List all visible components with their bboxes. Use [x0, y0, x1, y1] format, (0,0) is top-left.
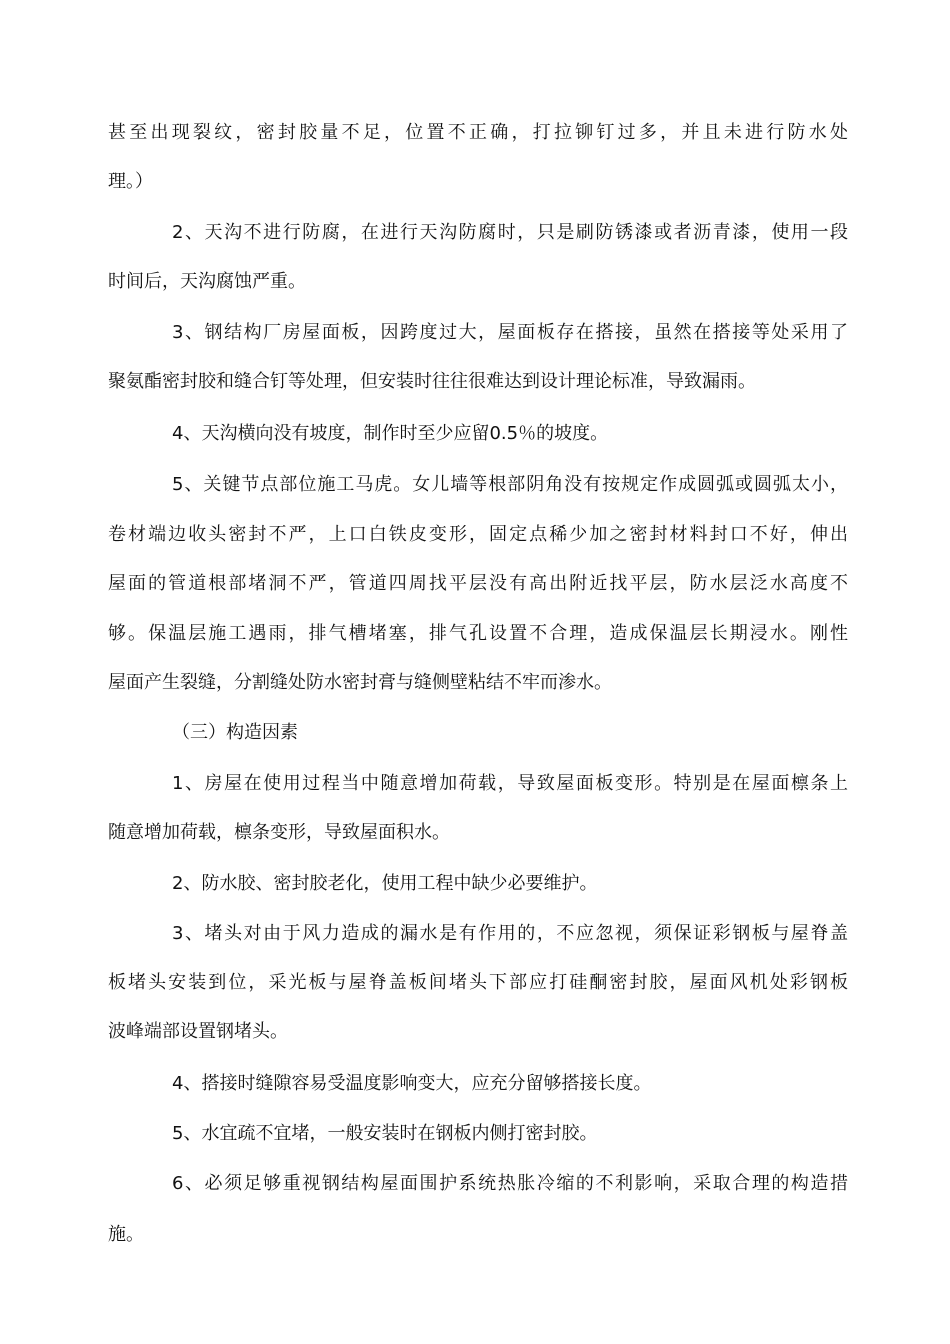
section-item-3-line-3: 波峰端部设置钢堵头。: [108, 1021, 288, 1042]
section-item-3-line-2: 板堵头安装到位，采光板与屋脊盖板间堵头下部应打硅酮密封胶，屋面风机处彩钢板: [108, 972, 851, 993]
section-item-2-line-1: 2、防水胶、密封胶老化，使用工程中缺少必要维护。: [172, 873, 598, 894]
section-item-1-line-2: 随意增加荷载，檩条变形，导致屋面积水。: [108, 822, 450, 843]
section-item-1-line-1: 1、房屋在使用过程当中随意增加荷载，导致屋面板变形。特别是在屋面檩条上: [172, 773, 850, 794]
section-item-6-line-1: 6、必须足够重视钢结构屋面围护系统热胀冷缩的不利影响，采取合理的构造措: [172, 1173, 850, 1194]
section-item-5-line-1: 5、水宜疏不宜堵，一般安装时在钢板内侧打密封胶。: [172, 1123, 598, 1144]
item-5-line-1: 5、关键节点部位施工马虎。女儿墙等根部阴角没有按规定作成圆弧或圆弧太小，: [172, 474, 849, 495]
section-item-4-line-1: 4、搭接时缝隙容易受温度影响变大，应充分留够搭接长度。: [172, 1073, 652, 1094]
item-3-line-1: 3、钢结构厂房屋面板，因跨度过大，屋面板存在搭接，虽然在搭接等处采用了: [172, 322, 850, 343]
line-2-continuation: 理。）: [108, 171, 153, 192]
section-item-6-line-2: 施。: [108, 1224, 144, 1245]
item-5-line-2: 卷材端边收头密封不严，上口白铁皮变形，固定点稀少加之密封材料封口不好，伸出: [108, 524, 851, 545]
item-5-line-3: 屋面的管道根部堵洞不严，管道四周找平层没有高出附近找平层，防水层泛水高度不: [108, 573, 851, 594]
item-3-line-2: 聚氨酯密封胶和缝合钉等处理，但安装时往往很难达到设计理论标准，导致漏雨。: [108, 371, 756, 392]
item-5-line-5: 屋面产生裂缝，分割缝处防水密封膏与缝侧壁粘结不牢而渗水。: [108, 672, 612, 693]
line-1-continuation: 甚至出现裂纹，密封胶量不足，位置不正确，打拉铆钉过多，并且未进行防水处: [108, 122, 852, 143]
item-4-line-1: 4、天沟横向没有坡度，制作时至少应留0.5％的坡度。: [172, 423, 609, 444]
section-heading: （三）构造因素: [172, 722, 298, 743]
item-5-line-4: 够。保温层施工遇雨，排气槽堵塞，排气孔设置不合理，造成保温层长期浸水。刚性: [108, 623, 851, 644]
item-2-line-1: 2、天沟不进行防腐，在进行天沟防腐时，只是刷防锈漆或者沥青漆，使用一段: [172, 222, 850, 243]
item-2-line-2: 时间后，天沟腐蚀严重。: [108, 271, 306, 292]
section-item-3-line-1: 3、堵头对由于风力造成的漏水是有作用的，不应忽视，须保证彩钢板与屋脊盖: [172, 923, 850, 944]
